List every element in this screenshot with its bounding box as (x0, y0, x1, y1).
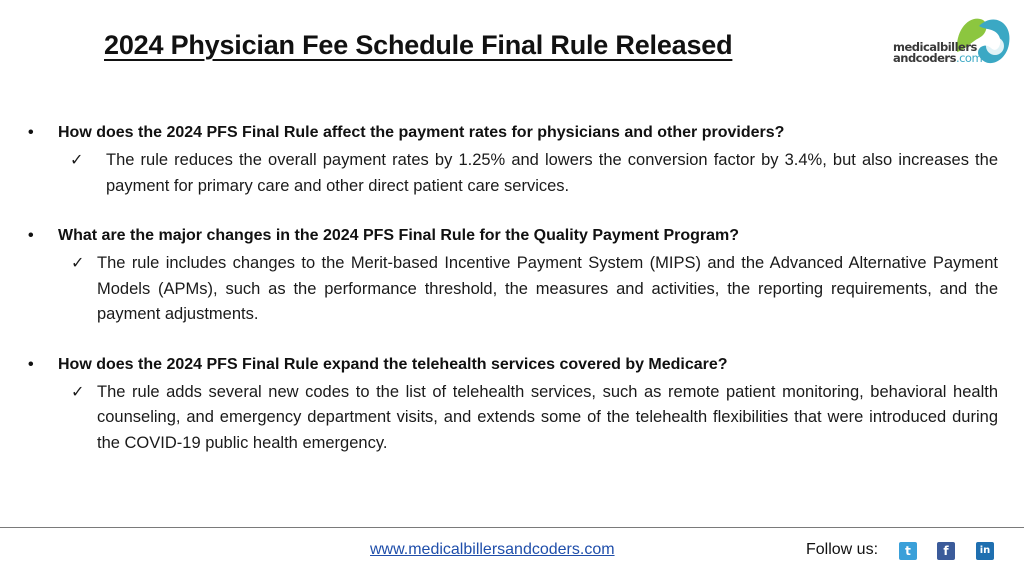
checkmark-icon: ✓ (71, 383, 85, 401)
bullet-icon: • (28, 227, 34, 244)
linkedin-icon[interactable]: in (976, 542, 994, 560)
company-logo[interactable] (893, 12, 1017, 72)
facebook-icon[interactable]: f (937, 542, 955, 560)
question-item: • How does the 2024 PFS Final Rule affect the payment rates for physicians and other providers? (28, 120, 998, 146)
answer-item: ✓ The rule includes changes to the Merit-based Incentive Payment System (MIPS) and the Advanced Alternative Payment Models (APMs), such as the performance threshold, the measures and activities, the reporting requirements, and the payment adjustments. (97, 251, 998, 328)
twitter-icon[interactable]: t (899, 542, 917, 560)
footer-divider (0, 527, 1024, 528)
checkmark-icon: ✓ (70, 152, 84, 169)
question-item: • What are the major changes in the 2024 PFS Final Rule for the Quality Payment Program? (28, 223, 998, 249)
follow-us-label: Follow us: (806, 541, 879, 558)
website-link[interactable]: www.medicalbillersandcoders.com (370, 541, 615, 558)
checkmark-icon: ✓ (71, 255, 85, 272)
faq-list (28, 120, 998, 456)
bullet-icon: • (28, 124, 34, 141)
question-item: • How does the 2024 PFS Final Rule expand the telehealth services covered by Medicare? (28, 352, 998, 378)
answer-item: ✓ The rule adds several new codes to the list of telehealth services, such as remote patient monitoring, behavioral health counseling, and emergency department visits, and extends some of the telehealth flexibilities that were introduced during the COVID-19 public health emergency. (97, 380, 998, 457)
answer-item: ✓ The rule reduces the overall payment rates by 1.25% and lowers the conversion factor by 3.4%, but also increases the payment for primary care and other direct patient care services. (106, 148, 998, 199)
logo-wordmark: medicalbillers andcoders.com (893, 40, 983, 65)
slide-title: 2024 Physician Fee Schedule Final Rule Released (104, 30, 733, 60)
bullet-icon: • (28, 355, 34, 373)
